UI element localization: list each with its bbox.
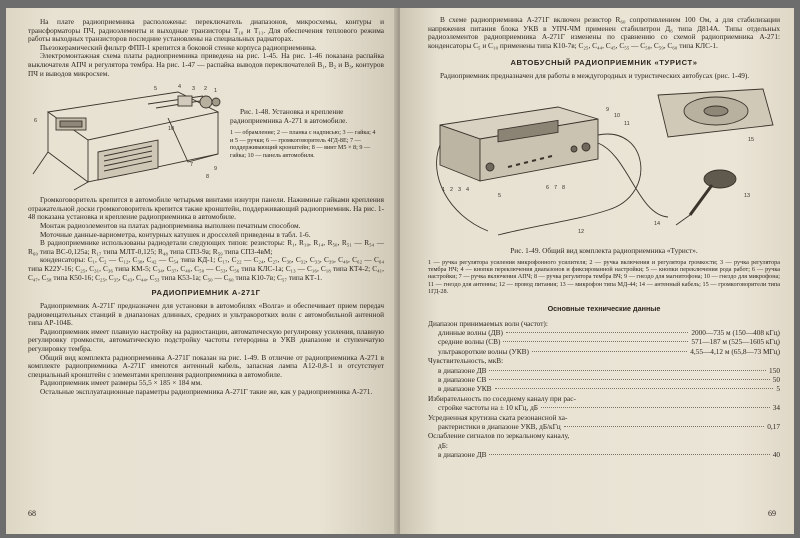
spec-value: 150: [769, 365, 780, 375]
spec-label: длинные волны (ДВ): [438, 328, 503, 337]
spec-row: [428, 384, 780, 393]
paragraph: Электромонтажная схема платы радиоприемника приведена на рис. 1-45. На рис. 1-46 показана распайка выключателя АПЧ и регулятора тембра. На рис. 1-47 — распайка выводов переключателей В₁, В₂ и В₃, контуров ПЧ и выводов микросхем.: [28, 51, 384, 78]
spec-label: ультракороткие волны (УКВ): [438, 346, 529, 356]
section-heading: РАДИОПРИЕМНИК А-271Г: [151, 288, 261, 298]
svg-text:4: 4: [466, 186, 470, 193]
svg-text:7: 7: [554, 184, 558, 191]
spec-label: в диапазоне УКВ: [438, 384, 492, 394]
figure-caption-title: Рис. 1-49. Общий вид комплекта радиоприемника «Турист».: [510, 245, 698, 255]
svg-text:1: 1: [442, 186, 446, 193]
svg-text:12: 12: [578, 228, 585, 235]
spec-value: 0,17: [767, 422, 780, 432]
svg-text:5: 5: [154, 86, 158, 93]
svg-text:8: 8: [206, 174, 210, 181]
spec-row: [428, 319, 780, 328]
svg-text:11: 11: [624, 120, 630, 127]
spec-label: в диапазоне СВ: [438, 375, 487, 385]
svg-text:7: 7: [190, 162, 194, 169]
page-number: 69: [768, 509, 776, 518]
spec-row: [428, 394, 780, 403]
leader-dots: [489, 370, 766, 371]
specs-list: [428, 319, 780, 460]
spec-label: в диапазоне ДВ: [438, 450, 487, 460]
spec-label: Диапазон принимаемых волн (частот):: [428, 318, 548, 328]
leader-dots: [489, 379, 769, 380]
figure-1-48: [28, 82, 384, 194]
spec-value: 571—187 м (525—1605 кГц): [691, 337, 780, 347]
spec-value: 5: [776, 384, 780, 394]
paragraph: На плате радиоприемника расположены: переключатель диапазонов, микросхемы, контуры и трансформаторы ПЧ, радиоэлементы и выходные транзисторы Т₁₀ и Т₁₁. Для обеспечения теплового режима работы выходных транзисторов последние установлены на специальных радиаторах.: [28, 17, 384, 44]
svg-text:14: 14: [654, 220, 661, 227]
paragraph: В радиоприемнике использованы радиодетали следующих типов: резисторы: R₁, R₁₀, R₁₄, R₅₀, R₅₁ — R₅₄ — R₆₀ типа ВС-0,125а; R₁₇ типа МЛТ-0,125; R₄₈ типа СП3-9а; R₅₉ типа СП3-4вМ;: [28, 238, 384, 256]
open-book: [6, 8, 794, 534]
spec-row: [428, 403, 780, 412]
svg-text:5: 5: [498, 192, 502, 199]
spec-label: Усредненная крутизна ската резонансной ха-: [428, 412, 568, 422]
spec-label: средние волны (СВ): [438, 337, 501, 347]
spec-label: стройке частоты на ± 10 кГц, дБ: [438, 403, 538, 413]
paragraph: Радиоприемник предназначен для работы в междугородных и туристических автобусах (рис. 1-49).: [440, 71, 750, 81]
svg-text:10: 10: [614, 112, 621, 119]
paragraph: Остальные эксплуатационные параметры радиоприемника А-271Г такие же, как у радиоприемника А-271.: [40, 387, 373, 397]
spec-row: [428, 375, 780, 384]
spec-row: [428, 413, 780, 422]
leader-dots: [489, 454, 769, 455]
paragraph: Радиоприемник имеет плавную настройку на радиостанции, автоматическую регулировку усиления, плавную регулировку громкости, автоматическую подстройку частоты гетеродина в УКВ диапазоне и ступенчатую регулировку тембра.: [28, 326, 384, 354]
paragraph: Общий вид комплекта радиоприемника А-271Г показан на рис. 1-49. В отличие от радиоприемника А-271 в комплекте радиоприемника А-271Г имеются антенный кабель, запасная лампа А12-0,8-1 и отсутствует специальный кронштейн с элементами крепления радиоприемника в автомобиле.: [28, 352, 384, 379]
spec-label: Избирательность по соседнему каналу при рас-: [428, 393, 576, 403]
radio-set-illustration: [428, 85, 780, 245]
svg-text:3: 3: [192, 86, 196, 93]
section-heading: АВТОБУСНЫЙ РАДИОПРИЕМНИК «ТУРИСТ»: [510, 58, 698, 68]
paragraph: Монтаж радиоэлементов на платах радиоприемника выполнен печатным способом.: [40, 220, 301, 230]
leader-dots: [503, 341, 688, 342]
spec-value: 2000—735 м (150—408 кГц): [691, 328, 780, 337]
spec-label: Ослабление сигналов по зеркальному каналу,: [428, 431, 570, 441]
svg-text:2: 2: [204, 86, 208, 93]
spec-row: [428, 337, 780, 346]
right-page: [400, 8, 794, 534]
spec-label: Чувствительность, мкВ:: [428, 356, 504, 366]
leader-dots: [541, 407, 770, 408]
leader-dots: [564, 426, 765, 427]
spec-value: 50: [772, 375, 780, 385]
svg-text:8: 8: [562, 184, 566, 191]
spec-row: [428, 328, 780, 337]
svg-text:9: 9: [214, 166, 218, 173]
svg-text:3: 3: [458, 186, 462, 193]
spec-row: [428, 347, 780, 356]
paragraph: конденсаторы: C₁, C₂ — C₁₂, C₃₈, C₄₂ — C₅₄ типа КД-1; C₁₇, C₂₂ — C₂₄, C₂₇, C₃₀, C₃₂, C₃₃, C₃₉, C₄₆, C₆₂ — C₆₄ типа К22У-16; C₂₅, C₃₁, C₃₆ типа КМ-5; C₃₄, C₃₇, C₄₀, C₅₀ — C₅₃, C₅₆ типа КЛС-1а; C₁₃ — C₁₆, C₁₈ типа КТ4-2; C₄₁, C₄₇, C₅₈ типа К50-16; C₂₅, C₃₅, C₄₃, C₄₄, C₅₃ типа К53-1а; C₅₀ — C₆₀ типа К10-7в; C₅₇ типа КТ-1.: [28, 255, 384, 282]
svg-text:10: 10: [168, 126, 175, 133]
svg-text:6: 6: [546, 184, 550, 191]
spec-row: [428, 441, 780, 450]
paragraph: Радиоприемник имеет размеры 55,5 × 185 × 184 мм.: [40, 378, 203, 388]
spec-row: [428, 366, 780, 375]
spec-value: 40: [772, 450, 780, 460]
spec-row: [428, 450, 780, 459]
spec-value: 4,55—4,12 м (65,8—73 МГц): [690, 346, 780, 356]
svg-text:13: 13: [744, 192, 751, 199]
paragraph: Громкоговоритель крепится в автомобиле четырьмя винтами изнутри панели. Нажимные гайками крепления отражательной доски громкоговоритель крепится также кронштейн, поддерживающий радиоприемник. На рис. 1-48 показана установка и крепление радиоприемника в автомобиле.: [28, 195, 384, 222]
figure-caption-legend: 1 — ручка регулятора усиления микрофонного усилителя; 2 — ручка включения и регулятора громкости; 3 — ручка регулятора тембра НЧ; 4 — кнопки переключения диапазонов и фиксированной настройки; 5 — кнопки переключения рода работ; 6 — ручка настройки; 7 — ручка включения АПЧ; 8 — ручка регулятора тембра ВЧ; 9 — гнездо для магнитофона; 10 — гнездо для микрофона; 11 — гнездо для антенны; 12 — провод питания; 13 — микрофон типа МД-44; 14 — антенный кабель; 15 — громкоговорители типа 1ГД-28.: [428, 258, 780, 296]
figure-1-49: [428, 85, 780, 245]
spec-label: дБ:: [438, 440, 448, 450]
svg-text:1: 1: [214, 88, 218, 95]
figure-1-48-caption: [230, 108, 380, 159]
section-text: [28, 302, 384, 397]
svg-text:4: 4: [178, 84, 182, 91]
paragraph: Радиоприемник А-271Г предназначен для установки в автомобилях «Волга» и обеспечивает прием передач радиовещательных станций в диапазонах длинных, средних и ультракоротких волн с автомобильной антенной типа АР-104Б.: [28, 301, 384, 328]
spec-row: [428, 422, 780, 431]
paragraph: Моточные данные-вариометра, контурных катушек и дросселей приведены в табл. 1-6.: [40, 229, 311, 239]
paragraph: Пьезокерамический фильтр ФПП-1 крепится в боковой стенке корпуса радиоприемника.: [40, 42, 317, 52]
page-number: 68: [28, 509, 36, 518]
spec-row: [428, 356, 780, 365]
body-text: [28, 196, 384, 282]
spec-row: [428, 431, 780, 440]
figure-caption-title: Рис. 1-48. Установка и крепление радиоприемника А-271 в автомобиле.: [230, 107, 348, 125]
leader-dots: [532, 351, 687, 352]
spec-value: 34: [772, 403, 780, 413]
spec-label: в диапазоне ДВ: [438, 365, 487, 375]
svg-text:2: 2: [450, 186, 454, 193]
left-page: [6, 8, 398, 534]
svg-text:6: 6: [34, 118, 38, 125]
figure-caption-legend: 1 — обрамление; 2 — планка с надписью; 3 — гайка; 4 и 5 — ручки; 6 — громкоговоритель 4ГД-8Е; 7 — поддерживающий кронштейн; 8 — винт М5 × 8; 9 — гайка; 10 — панель автомобиля.: [230, 129, 376, 159]
svg-text:15: 15: [748, 136, 755, 143]
paragraph: В схеме радиоприемника А-271Г включен резистор R₆₀ сопротивлением 100 Ом, а для стабилизации напряжения питания блока УКВ в УПЧ-ЧМ применен стабилитрон Д₆ типа Д814А. Типы отдельных радиоэлементов радиоприемника А-271Г изменены по сравнению со схемой радиоприемника А-271: конденсаторы C₅ и C₁₀ применены типа К10-7в; C₂₅, C₄₄, C₄₅, C₅₅ — C₅₈, C₅₉, C₆₀ типа КЛС-1.: [428, 15, 780, 50]
svg-text:9: 9: [606, 106, 610, 113]
leader-dots: [506, 332, 688, 333]
spec-label: рактеристики в диапазоне УКВ, дБ/кГц: [438, 422, 561, 432]
leader-dots: [495, 388, 774, 389]
car-installation-illustration: [28, 82, 224, 192]
specs-heading: Основные технические данные: [547, 303, 661, 313]
intro-text: [28, 18, 384, 78]
